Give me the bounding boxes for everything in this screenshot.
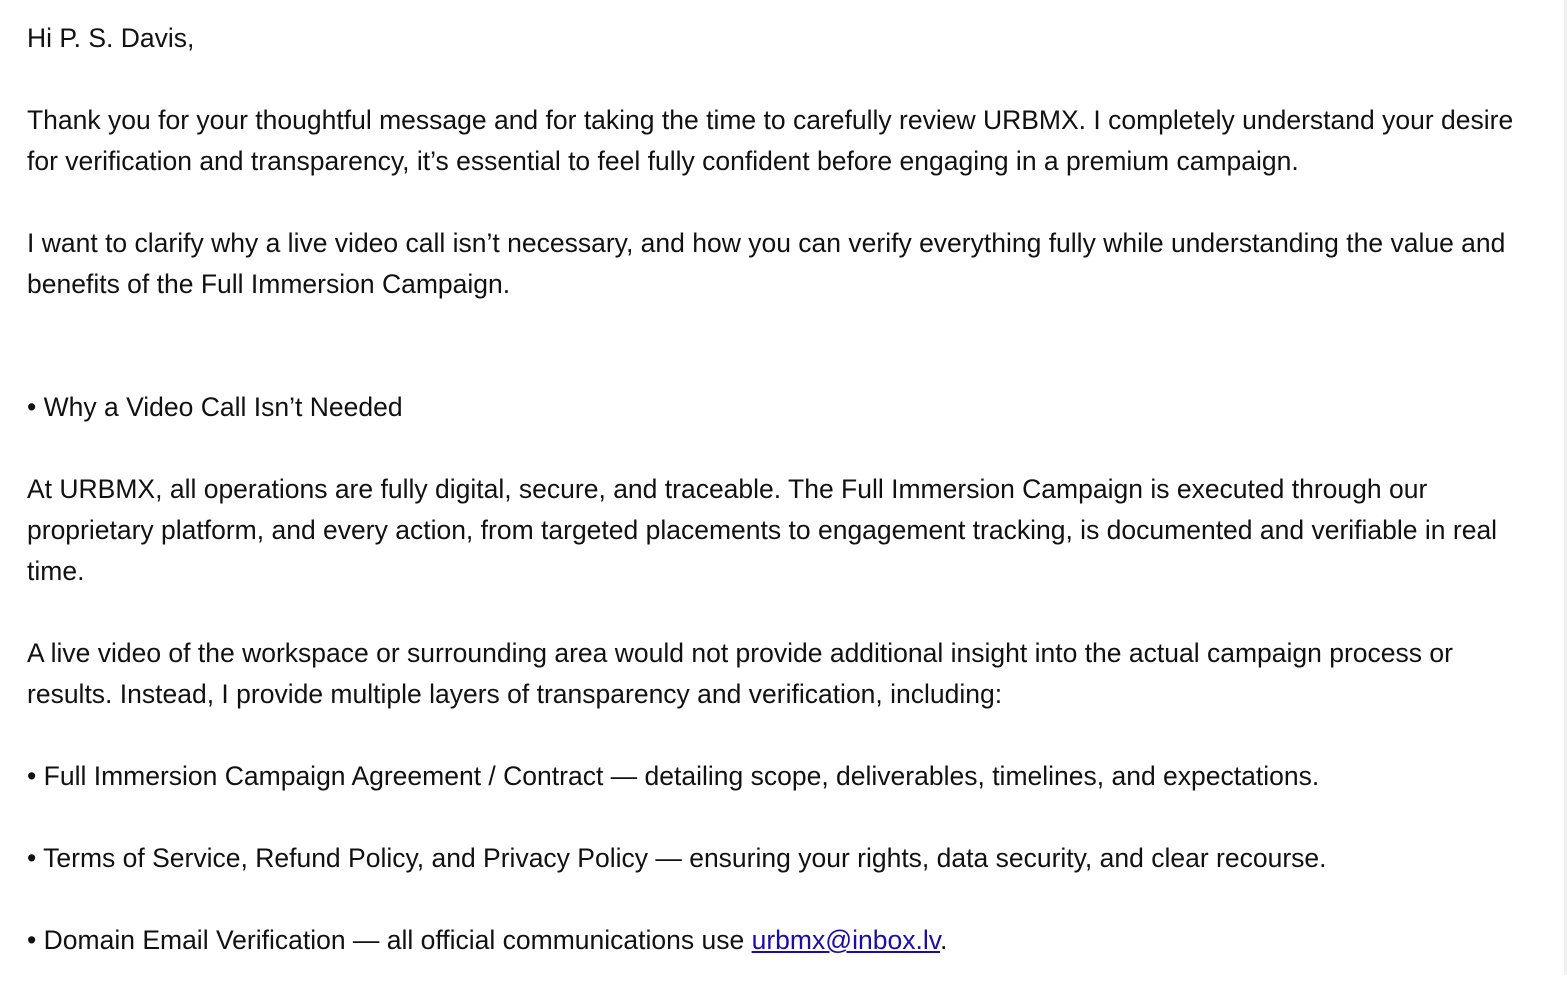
email-address-link[interactable]: urbmx@inbox.lv <box>751 925 941 955</box>
bullet-domain-email-period: . <box>940 925 948 955</box>
bullet-policies: • Terms of Service, Refund Policy, and Privacy Policy — ensuring your rights, data security, and clear recourse. <box>27 843 1327 873</box>
greeting: Hi P. S. Davis, <box>27 23 195 53</box>
paragraph-operations: At URBMX, all operations are fully digital, secure, and traceable. The Full Immersion Campaign is executed through our proprietary platform, and every action, from targeted placements to engagement tracking, is documented and verifiable in real time. <box>27 474 1498 586</box>
email-body <box>27 18 1527 1002</box>
bullet-agreement: • Full Immersion Campaign Agreement / Contract — detailing scope, deliverables, timelines, and expectations. <box>27 761 1320 791</box>
paragraph-transparency: A live video of the workspace or surrounding area would not provide additional insight into the actual campaign process or results. Instead, I provide multiple layers of transparency and verification, including: <box>27 638 1453 709</box>
paragraph-clarify: I want to clarify why a live video call isn’t necessary, and how you can verify everything fully while understanding the value and benefits of the Full Immersion Campaign. <box>27 228 1506 299</box>
paragraph-intro: Thank you for your thoughtful message and for taking the time to carefully review URBMX. I completely understand your desire for verification and transparency, it’s essential to feel fully confident before engaging in a premium campaign. <box>27 105 1514 176</box>
bullet-domain-email <box>27 920 1527 961</box>
bullet-domain-email-text: • Domain Email Verification — all official communications use <box>27 925 752 955</box>
section-heading: • Why a Video Call Isn’t Needed <box>27 392 403 422</box>
